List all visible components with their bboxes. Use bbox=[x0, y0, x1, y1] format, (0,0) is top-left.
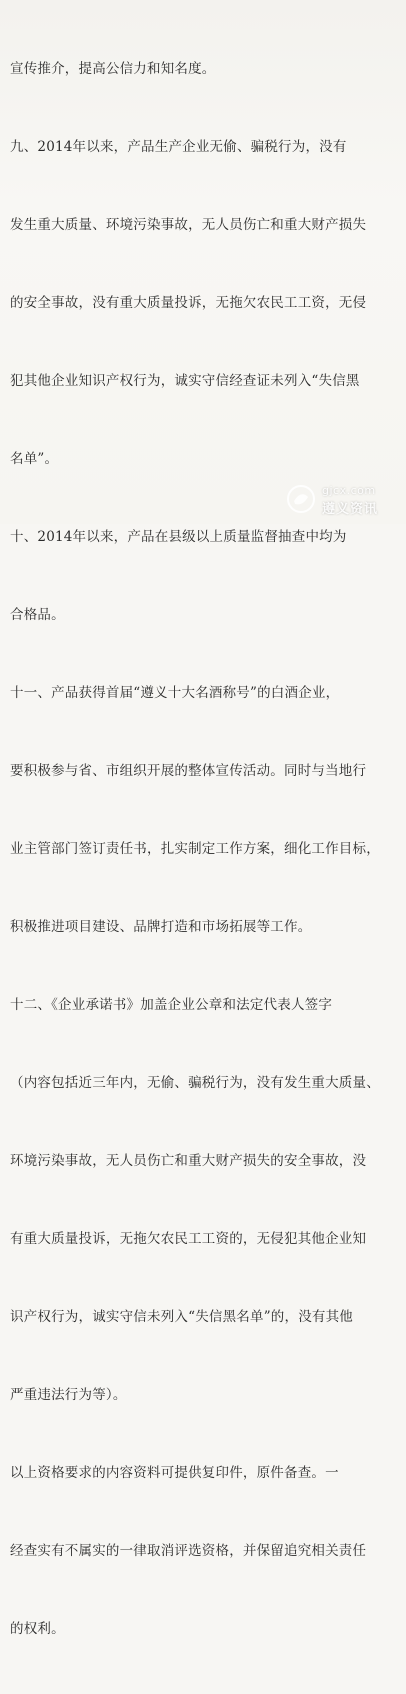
text-line: 经查实有不属实的一律取消评选资格，并保留追究相关责任 bbox=[10, 1543, 367, 1559]
text-line: 十、2014年以来，产品在县级以上质量监督抽查中均为 bbox=[10, 529, 347, 545]
text-line: 的权利。 bbox=[10, 1621, 65, 1637]
text-line: 积极推进项目建设、品牌打造和市场拓展等工作。 bbox=[10, 919, 312, 935]
text-line: 十一、产品获得首届“遵义十大名酒称号”的白酒企业， bbox=[10, 685, 340, 701]
text-line: 合格品。 bbox=[10, 607, 65, 623]
watermark-url: gjcx.com bbox=[322, 484, 376, 497]
text-line: （内容包括近三年内，无偷、骗税行为，没有发生重大质量、 bbox=[10, 1075, 380, 1091]
text-line: 识产权行为，诚实守信未列入“失信黑名单”的，没有其他 bbox=[10, 1309, 354, 1325]
text-line: 犯其他企业知识产权行为，诚实守信经查证未列入“失信黑 bbox=[10, 373, 360, 389]
text-line: 宣传推介，提高公信力和知名度。 bbox=[10, 61, 216, 77]
body-text bbox=[10, 4, 394, 1694]
text-line: 发生重大质量、环境污染事故，无人员伤亡和重大财产损失 bbox=[10, 217, 367, 233]
watermark-name: 遵义资讯 bbox=[322, 502, 379, 517]
text-line: 的安全事故，没有重大质量投诉，无拖欠农民工工资，无侵 bbox=[10, 295, 367, 311]
text-line: 九、2014年以来，产品生产企业无偷、骗税行为，没有 bbox=[10, 139, 347, 155]
text-line: 要积极参与省、市组织开展的整体宣传活动。同时与当地行 bbox=[10, 763, 367, 779]
watermark-logo-icon bbox=[286, 484, 316, 514]
text-line: 业主管部门签订责任书，扎实制定工作方案，细化工作目标， bbox=[10, 841, 380, 857]
text-line: 有重大质量投诉，无拖欠农民工工资的，无侵犯其他企业知 bbox=[10, 1231, 367, 1247]
text-line: 名单”。 bbox=[10, 451, 59, 467]
text-line: 十二、《企业承诺书》加盖企业公章和法定代表人签字 bbox=[10, 997, 333, 1013]
text-line: 严重违法行为等）。 bbox=[10, 1387, 127, 1403]
watermark bbox=[286, 482, 398, 518]
text-line: 环境污染事故，无人员伤亡和重大财产损失的安全事故，没 bbox=[10, 1153, 367, 1169]
text-line: 以上资格要求的内容资料可提供复印件，原件备查。一 bbox=[10, 1465, 339, 1481]
